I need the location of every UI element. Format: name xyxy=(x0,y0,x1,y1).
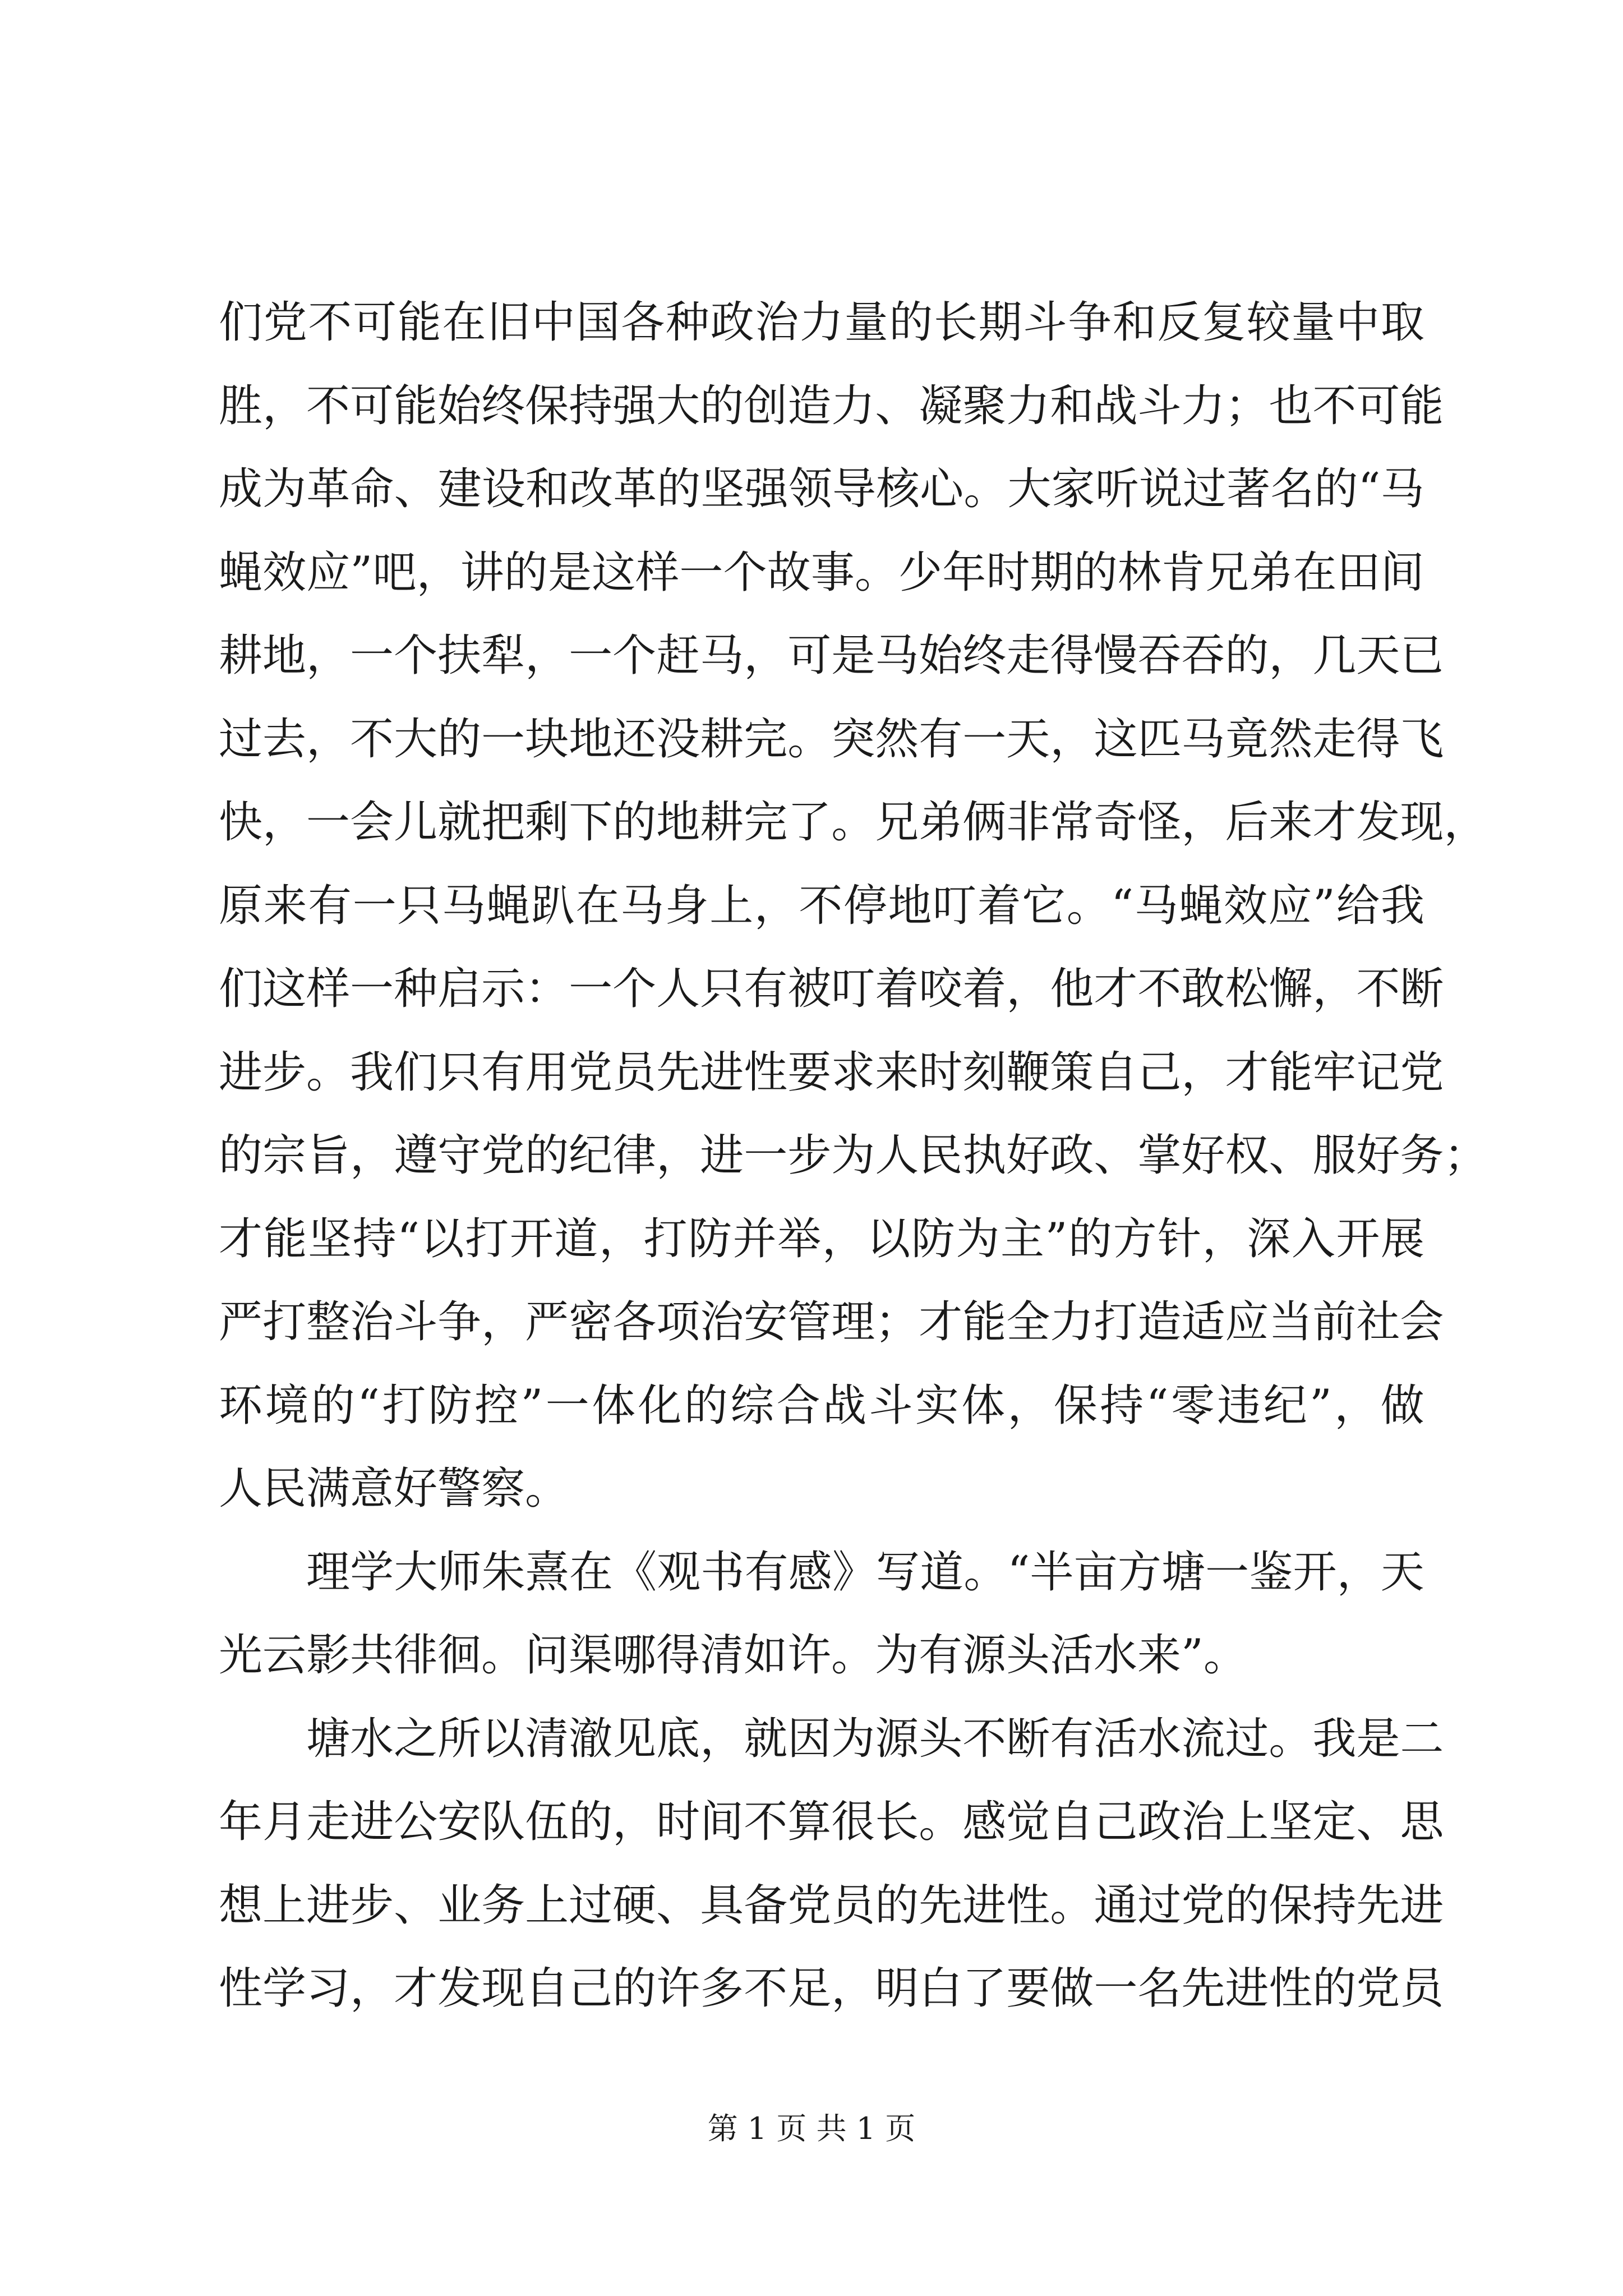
text-line: 的 宗 旨 ， 遵 守 党 的 纪 律 ， 进 一 步 为 人 民 执 好 政 、 掌 好 权 、 服 好 务 ； xyxy=(219,1130,1488,1181)
text-line: 年 月 走 进 公 安 队 伍 的 ， 时 间 不 算 很 长 。 感 觉 自 己 政 治 上 坚 定 、 思 xyxy=(219,1797,1444,1847)
text-line: 光云影共徘徊。问渠哪得清如许。为有源头活水来”。 xyxy=(219,1630,1247,1681)
text-line: 快 ， 一 会 儿 就 把 剩 下 的 地 耕 完 了 。 兄 弟 俩 非 常 奇 怪 ， 后 来 才 发 现 ， xyxy=(219,797,1488,848)
text-line: 胜 ， 不 可 能 始 终 保 持 强 大 的 创 造 力 、 凝 聚 力 和 战 斗 力 ； 也 不 可 能 xyxy=(219,380,1444,431)
text-line: 才 能 坚 持 “ 以 打 开 道 ， 打 防 并 举 ， 以 防 为 主 ” 的 方 针 ， 深 入 开 展 xyxy=(219,1213,1424,1264)
text-line: 成 为 革 命 、 建 设 和 改 革 的 坚 强 领 导 核 心 。 大 家 听 说 过 著 名 的 “ 马 xyxy=(219,464,1424,514)
text-line: 们 党 不 可 能 在 旧 中 国 各 种 政 治 力 量 的 长 期 斗 争 和 反 复 较 量 中 取 xyxy=(219,297,1424,348)
text-line: 塘 水 之 所 以 清 澈 见 底 ， 就 因 为 源 头 不 断 有 活 水 流 过 。 我 是 二 xyxy=(306,1713,1444,1764)
text-line: 过 去 ， 不 大 的 一 块 地 还 没 耕 完 。 突 然 有 一 天 ， 这 匹 马 竟 然 走 得 飞 xyxy=(219,714,1444,765)
page-footer: 第 1 页 共 1 页 xyxy=(707,2111,916,2146)
text-line: 严 打 整 治 斗 争 ， 严 密 各 项 治 安 管 理 ； 才 能 全 力 打 造 适 应 当 前 社 会 xyxy=(219,1297,1444,1347)
text-line: 人民满意好警察。 xyxy=(219,1464,569,1514)
text-line: 们 这 样 一 种 启 示 ： 一 个 人 只 有 被 叮 着 咬 着 ， 他 才 不 敢 松 懈 ， 不 断 xyxy=(219,964,1444,1014)
text-line: 环 境 的 “ 打 防 控 ” 一 体 化 的 综 合 战 斗 实 体 ， 保 持 “ 零 违 纪 ” ， 做 xyxy=(219,1380,1424,1431)
text-line: 耕 地 ， 一 个 扶 犁 ， 一 个 赶 马 ， 可 是 马 始 终 走 得 慢 吞 吞 的 ， 几 天 已 xyxy=(219,631,1444,681)
text-line: 性 学 习 ， 才 发 现 自 己 的 许 多 不 足 ， 明 白 了 要 做 一 名 先 进 性 的 党 员 xyxy=(219,1963,1444,2014)
text-line: 想 上 进 步 、 业 务 上 过 硬 、 具 备 党 员 的 先 进 性 。 通 过 党 的 保 持 先 进 xyxy=(219,1880,1444,1931)
text-line: 原 来 有 一 只 马 蝇 趴 在 马 身 上 ， 不 停 地 叮 着 它 。 “ 马 蝇 效 应 ” 给 我 xyxy=(219,880,1424,931)
text-line: 蝇 效 应 ” 吧 ， 讲 的 是 这 样 一 个 故 事 。 少 年 时 期 的 林 肯 兄 弟 在 田 间 xyxy=(219,547,1424,598)
text-line: 理 学 大 师 朱 熹 在 《 观 书 有 感 》 写 道 。 “ 半 亩 方 塘 一 鉴 开 ， 天 xyxy=(306,1547,1424,1598)
text-line: 进 步 。 我 们 只 有 用 党 员 先 进 性 要 求 来 时 刻 鞭 策 自 己 ， 才 能 牢 记 党 xyxy=(219,1047,1444,1098)
